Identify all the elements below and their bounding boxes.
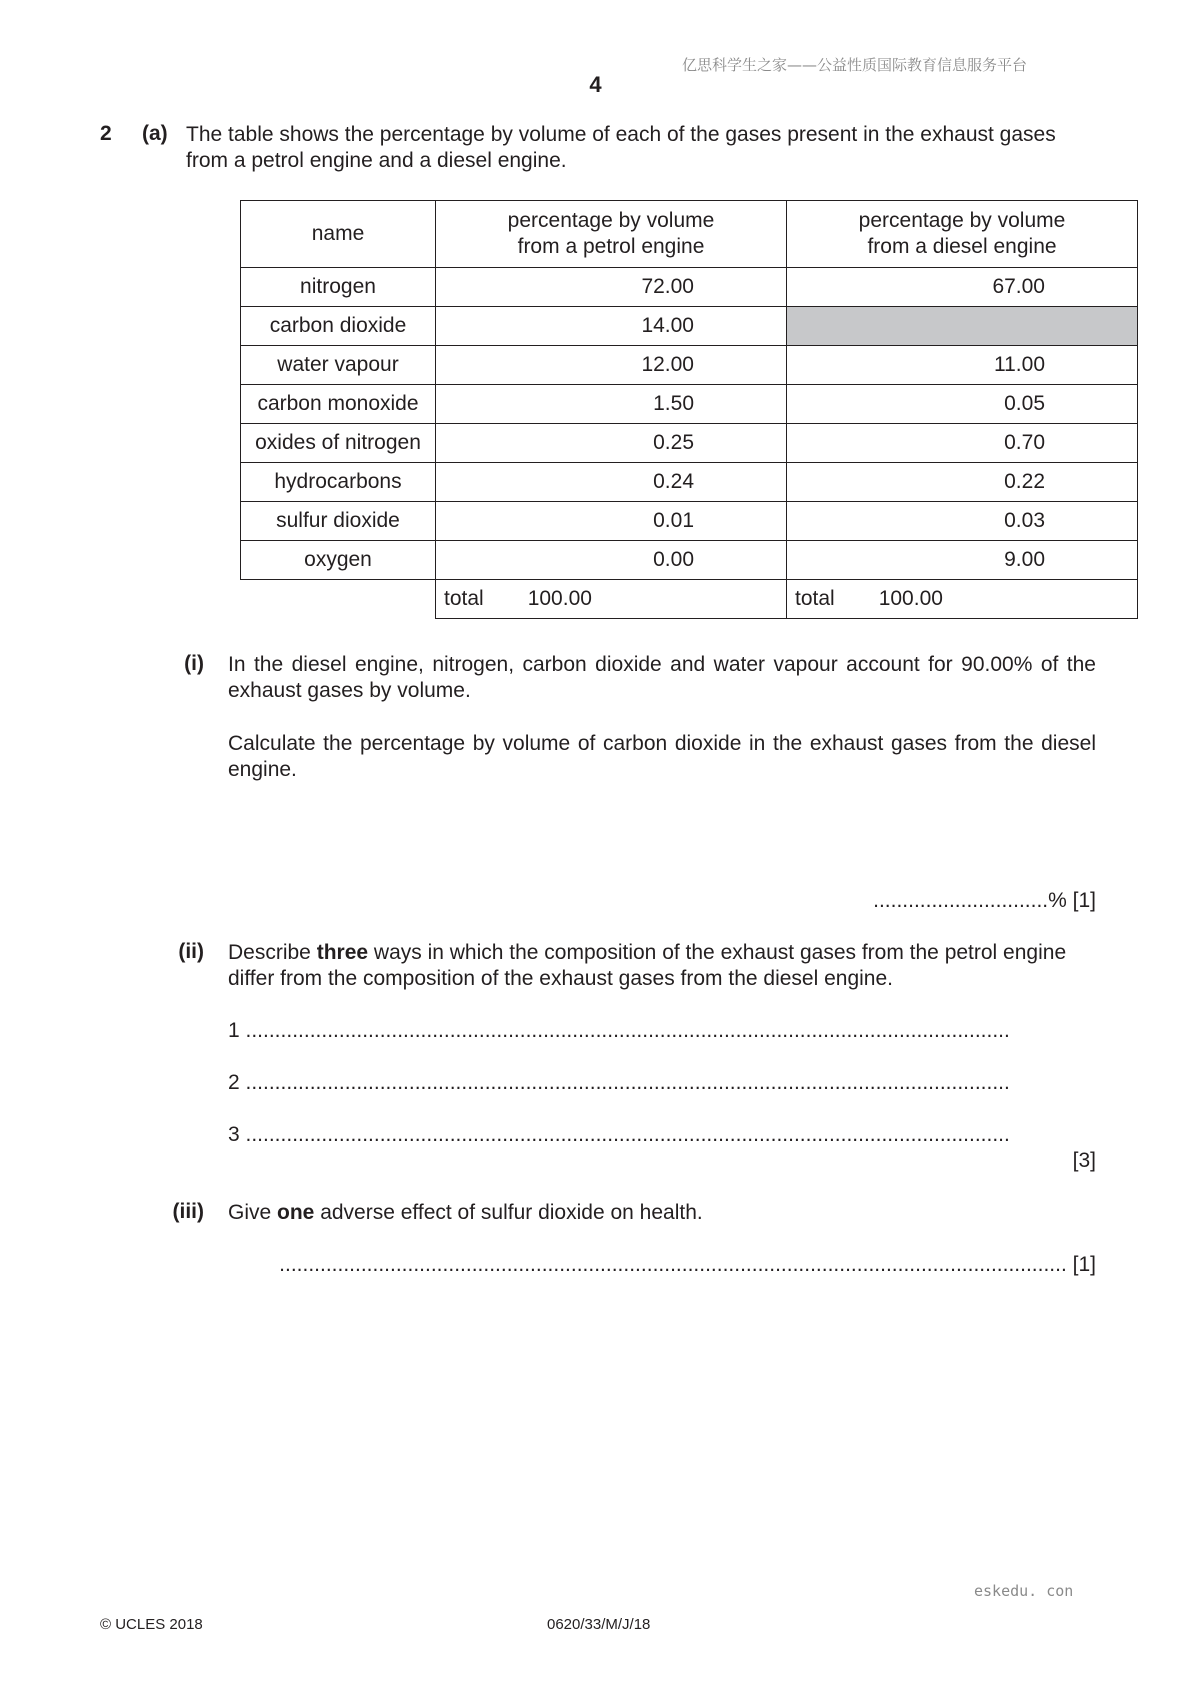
footer-site: eskedu. con <box>974 1582 1074 1600</box>
question-part-label: (a) <box>142 122 168 145</box>
petrol-value: 1.50 <box>436 385 787 424</box>
gas-name: oxygen <box>241 541 436 580</box>
diesel-value: 11.00 <box>787 346 1138 385</box>
part-iii-text-bold: one <box>277 1201 315 1224</box>
header-petrol <box>436 201 787 268</box>
petrol-value: 12.00 <box>436 346 787 385</box>
header-diesel <box>787 201 1138 268</box>
part-ii-text-bold: three <box>316 941 369 964</box>
diesel-total <box>787 580 1138 619</box>
header-watermark: 亿思科学生之家——公益性质国际教育信息服务平台 <box>682 56 1028 74</box>
diesel-value: 67.00 <box>787 268 1138 307</box>
header-petrol-line2: from a petrol engine <box>517 235 705 258</box>
diesel-value: 0.70 <box>787 424 1138 463</box>
question-intro: The table shows the percentage by volume of each of the gases present in the exhaust gases from a petrol engine and a diesel engine. <box>186 123 1056 172</box>
total-blank-cell <box>241 580 436 619</box>
part-ii-answer-line-3[interactable]: 3 ................................................................................................................................... <box>228 1123 1010 1146</box>
table-header-row <box>241 201 1138 268</box>
part-ii-label: (ii) <box>178 940 204 963</box>
petrol-total <box>436 580 787 619</box>
table-row <box>241 541 1138 580</box>
part-iii-text <box>228 1200 1096 1226</box>
gas-name: oxides of nitrogen <box>241 424 436 463</box>
part-ii-answer-line-1[interactable]: 1 ................................................................................................................................... <box>228 1019 1010 1042</box>
table-row <box>241 385 1138 424</box>
gas-name: carbon monoxide <box>241 385 436 424</box>
diesel-value: 0.22 <box>787 463 1138 502</box>
part-ii-marks: [3] <box>1072 1149 1096 1172</box>
gas-name: nitrogen <box>241 268 436 307</box>
total-label: total <box>795 587 835 610</box>
part-iii-answer-line[interactable]: ....................................................................................................................................... [1] <box>279 1253 1096 1276</box>
petrol-value: 14.00 <box>436 307 787 346</box>
diesel-value: 9.00 <box>787 541 1138 580</box>
table-row <box>241 502 1138 541</box>
part-ii-text-before: Describe <box>228 941 317 964</box>
footer-copyright: © UCLES 2018 <box>100 1616 203 1633</box>
question-number: 2 <box>100 122 112 145</box>
gas-name: water vapour <box>241 346 436 385</box>
part-i-text1: In the diesel engine, nitrogen, carbon dioxide and water vapour account for 90.00% of the exhaust gases by volume. <box>228 653 1096 702</box>
footer-paper-code: 0620/33/M/J/18 <box>547 1616 651 1633</box>
gas-name: sulfur dioxide <box>241 502 436 541</box>
part-ii-answer-line-2[interactable]: 2 ................................................................................................................................... <box>228 1071 1010 1094</box>
petrol-value: 72.00 <box>436 268 787 307</box>
gas-name: hydrocarbons <box>241 463 436 502</box>
petrol-total-value: 100.00 <box>527 587 592 610</box>
petrol-value: 0.24 <box>436 463 787 502</box>
part-ii-text-after: ways in which the composition of the exhaust gases from the petrol engine differ from the composition of the exhaust gases from the diesel engine. <box>228 941 1067 990</box>
diesel-total-value: 100.00 <box>878 587 943 610</box>
petrol-value: 0.25 <box>436 424 787 463</box>
gas-name: carbon dioxide <box>241 307 436 346</box>
part-i-label: (i) <box>184 652 204 675</box>
part-i-answer-line[interactable]: ..............................% [1] <box>873 889 1096 912</box>
diesel-value-shaded-cell <box>787 307 1138 346</box>
part-ii-text <box>228 940 1096 992</box>
page-number: 4 <box>589 72 602 97</box>
table-row <box>241 463 1138 502</box>
diesel-value: 0.05 <box>787 385 1138 424</box>
exhaust-gas-table <box>240 200 1138 619</box>
header-diesel-line2: from a diesel engine <box>867 235 1057 258</box>
table-row <box>241 346 1138 385</box>
part-iii-text-before: Give <box>228 1201 278 1224</box>
table-row <box>241 307 1138 346</box>
total-label: total <box>444 587 484 610</box>
header-petrol-line1: percentage by volume <box>507 209 715 232</box>
part-iii-text-after: adverse effect of sulfur dioxide on health. <box>314 1201 703 1224</box>
table-row <box>241 268 1138 307</box>
part-i-text2: Calculate the percentage by volume of carbon dioxide in the exhaust gases from the diesel engine. <box>228 732 1096 781</box>
diesel-value: 0.03 <box>787 502 1138 541</box>
part-iii-label: (iii) <box>172 1200 204 1223</box>
petrol-value: 0.00 <box>436 541 787 580</box>
table-total-row <box>241 580 1138 619</box>
header-diesel-line1: percentage by volume <box>858 209 1066 232</box>
table-row <box>241 424 1138 463</box>
header-name: name <box>241 201 436 268</box>
petrol-value: 0.01 <box>436 502 787 541</box>
